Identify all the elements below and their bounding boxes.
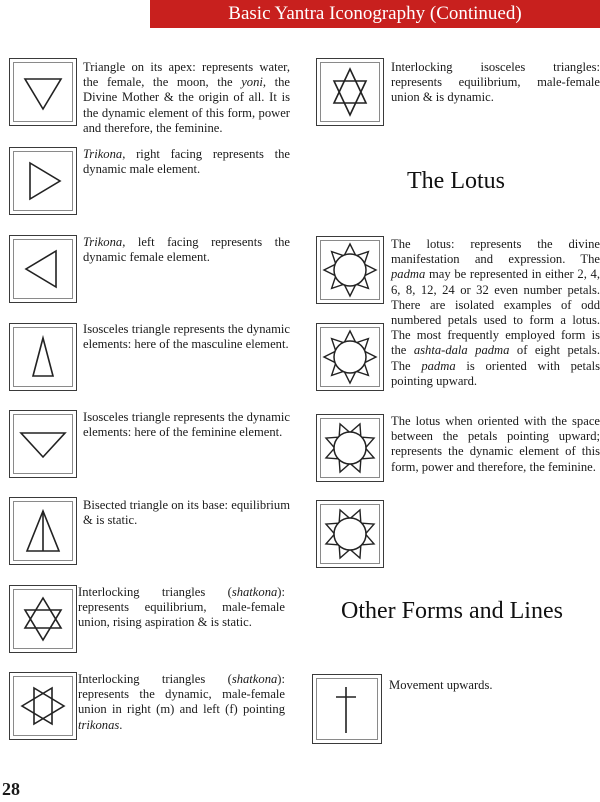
movement-upwards-description: Movement upwards. bbox=[389, 678, 493, 692]
wide-triangle-down-icon bbox=[10, 411, 76, 477]
triangle-apex-down-symbol-box bbox=[9, 58, 77, 126]
lotus-symbol-box-2 bbox=[316, 323, 384, 391]
lotus-petal bbox=[332, 252, 344, 264]
shatkona-static-description: Interlocking triangles (shatkona): represents equilibrium, male-female union, rising aspiration & is static. bbox=[78, 585, 285, 630]
lotus-petal bbox=[357, 252, 369, 264]
interlocking-isosceles-symbol-box bbox=[316, 58, 384, 126]
page-number: 28 bbox=[2, 779, 20, 799]
cross-upward-icon bbox=[313, 675, 379, 741]
bisected-triangle-description: Bisected triangle on its base: equilibrium & is static. bbox=[83, 498, 290, 528]
isosceles-down-symbol-box bbox=[9, 410, 77, 478]
other-forms-section-title: Other Forms and Lines bbox=[341, 598, 563, 624]
triangle-down-icon bbox=[10, 59, 76, 125]
movement-upwards-symbol-box bbox=[312, 674, 382, 744]
isosceles-triangle-up-icon bbox=[10, 324, 76, 390]
bisected-triangle-symbol-box bbox=[9, 497, 77, 565]
lotus-petal bbox=[332, 339, 344, 351]
lotus-eight-petal-icon bbox=[317, 237, 383, 303]
lotus-symbol-box-1 bbox=[316, 236, 384, 304]
six-point-star-sideways-icon bbox=[10, 673, 76, 739]
lotus-space-up-icon bbox=[317, 415, 383, 481]
triangle-right-icon bbox=[10, 148, 76, 214]
trikona-right-description: Trikona, right facing represents the dynamic male element. bbox=[83, 147, 290, 177]
lotus-petal bbox=[357, 277, 369, 289]
page-header-title: Basic Yantra Iconography (Continued) bbox=[228, 3, 522, 24]
lotus-petal bbox=[332, 277, 344, 289]
isosceles-masculine-description: Isosceles triangle represents the dynamic elements: here of the masculine element. bbox=[83, 322, 290, 352]
page-header-banner bbox=[150, 0, 600, 28]
lotus-section-title: The Lotus bbox=[407, 168, 505, 194]
lotus-petal bbox=[332, 364, 344, 376]
lotus-symbol-box-3 bbox=[316, 414, 384, 482]
lotus-petal bbox=[357, 339, 369, 351]
trikona-left-symbol-box bbox=[9, 235, 77, 303]
trikona-left-description: Trikona, left facing represents the dynamic female element. bbox=[83, 235, 290, 265]
shatkona-dynamic-description: Interlocking triangles (shatkona): represents the dynamic, male-female union in right (m) and left (f) pointing trikonas. bbox=[78, 672, 285, 732]
lotus-symbol-box-4 bbox=[316, 500, 384, 568]
shatkona-vertical-symbol-box bbox=[9, 585, 77, 653]
lotus-petal bbox=[357, 364, 369, 376]
interlocking-isosceles-description: Interlocking isosceles triangles: represents equilibrium, male-female union & is dynamic. bbox=[391, 60, 600, 105]
isosceles-up-symbol-box bbox=[9, 323, 77, 391]
shatkona-horizontal-symbol-box bbox=[9, 672, 77, 740]
interlocking-isosceles-star-icon bbox=[317, 59, 383, 125]
lotus-description: The lotus: represents the divine manifestation and expression. The padma may be represented in either 2, 4, 6, 8, 12, 24 or 32 even number petals. There are isolated examples of odd numbered petals used to form a lotus. The most frequently employed form is the ashta-dala padma of eight petals. The padma is oriented with petals pointing upward. bbox=[391, 237, 600, 388]
six-point-star-icon bbox=[10, 586, 76, 652]
lotus-eight-petal-icon bbox=[317, 324, 383, 390]
isosceles-feminine-description: Isosceles triangle represents the dynamic elements: here of the feminine element. bbox=[83, 410, 290, 440]
triangle-left-icon bbox=[10, 236, 76, 302]
triangle-apex-description: Triangle on its apex: represents water, the female, the moon, the yoni, the Divine Mother & the origin of all. It is the dynamic element of this form, power and therefore, the feminine. bbox=[83, 60, 291, 135]
bisected-triangle-icon bbox=[10, 498, 76, 564]
trikona-right-symbol-box bbox=[9, 147, 77, 215]
lotus-space-up-icon bbox=[317, 501, 383, 567]
lotus-feminine-description: The lotus when oriented with the space between the petals pointing upward; represents the dynamic element of this form, power and therefore, the feminine. bbox=[391, 414, 600, 474]
